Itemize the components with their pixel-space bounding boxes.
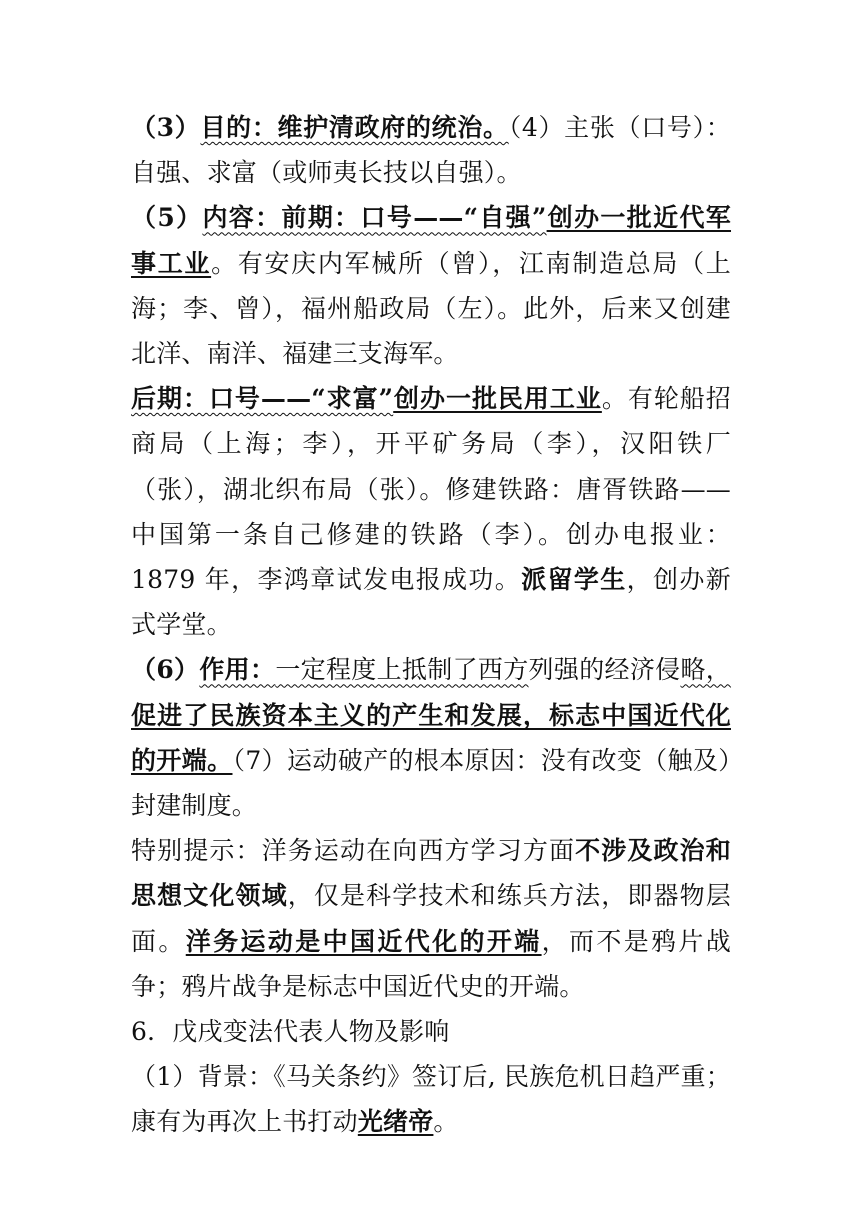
background-text: （1）背景：《马关条约》签订后, 民族危机日趋严重；康有为再次上书打动 [131,1062,731,1137]
late-phase-details: 。有轮船招商局（上海；李），开平矿务局（李），汉阳铁厂（张），湖北织布局（张）。修建铁路：唐胥铁路——中国第一条自己修建的铁路（李）。创办电报业：1879 年，李鸿章试发电报成功。 [131,384,731,595]
item-number: （5） [131,203,203,233]
military-industry-text: 创办一批近代军事工业 [131,203,732,278]
note-intro: 特别提示：洋务运动在向西方学习方面 [131,836,576,866]
paragraph-effect [131,647,731,828]
section-heading [131,1009,731,1054]
late-phase-heading: 后期：口号——“求富” [131,384,394,414]
study-abroad-text: 派留学生 [521,565,627,595]
early-phase-heading: 内容：前期：口号——“自强” [202,203,547,233]
note-key-point: 不涉及政治和思想文化领域 [131,836,732,911]
civil-industry-text: 创办一批民用工业 [393,384,602,414]
item-number: （6） [131,655,200,685]
early-phase-details: 。有安庆内军械所（曾），江南制造总局（上海；李、曾），福州船政局（左）。此外，后来又创建北洋、南洋、福建三支海军。 [131,248,731,369]
period-text: 。 [433,1107,459,1137]
emperor-text: 光绪帝 [357,1107,434,1137]
paragraph-background [131,1054,731,1144]
document-body [131,105,731,1145]
effect-key-point: 促进了民族资本主义的产生和发展，标志中国近代化的开端。 [131,700,731,775]
effect-text-part3: 略， [680,655,732,685]
purpose-text: 目的：维护清政府的统治。 [200,113,509,142]
new-schools-text: ，创办新式学堂。 [131,565,731,640]
effect-text-part2: 列强的经济侵 [528,655,681,685]
modernization-start-text: 洋务运动是中国近代化的开端 [185,926,542,956]
paragraph-content-early [131,195,731,376]
slogan-text: （4）主张（口号）：自强、求富（或师夷长技以自强）。 [131,113,732,188]
paragraph-purpose-and-slogan [131,105,731,195]
paragraph-content-late [131,376,731,647]
effect-text-part1: 一定程度上抵制了西方 [275,655,529,685]
note-details: ，仅是科学技术和练兵方法，即器物层面。 [131,881,731,956]
note-conclusion: ，而不是鸦片战争；鸦片战争是标志中国近代史的开端。 [131,926,732,1001]
effect-label: 作用： [199,655,276,685]
item-number: （3） [131,113,201,142]
section-title: 6．戊戌变法代表人物及影响 [131,1017,450,1047]
paragraph-special-note [131,828,731,1009]
root-cause-text: （7）运动破产的根本原因：没有改变（触及）封建制度。 [131,745,731,821]
